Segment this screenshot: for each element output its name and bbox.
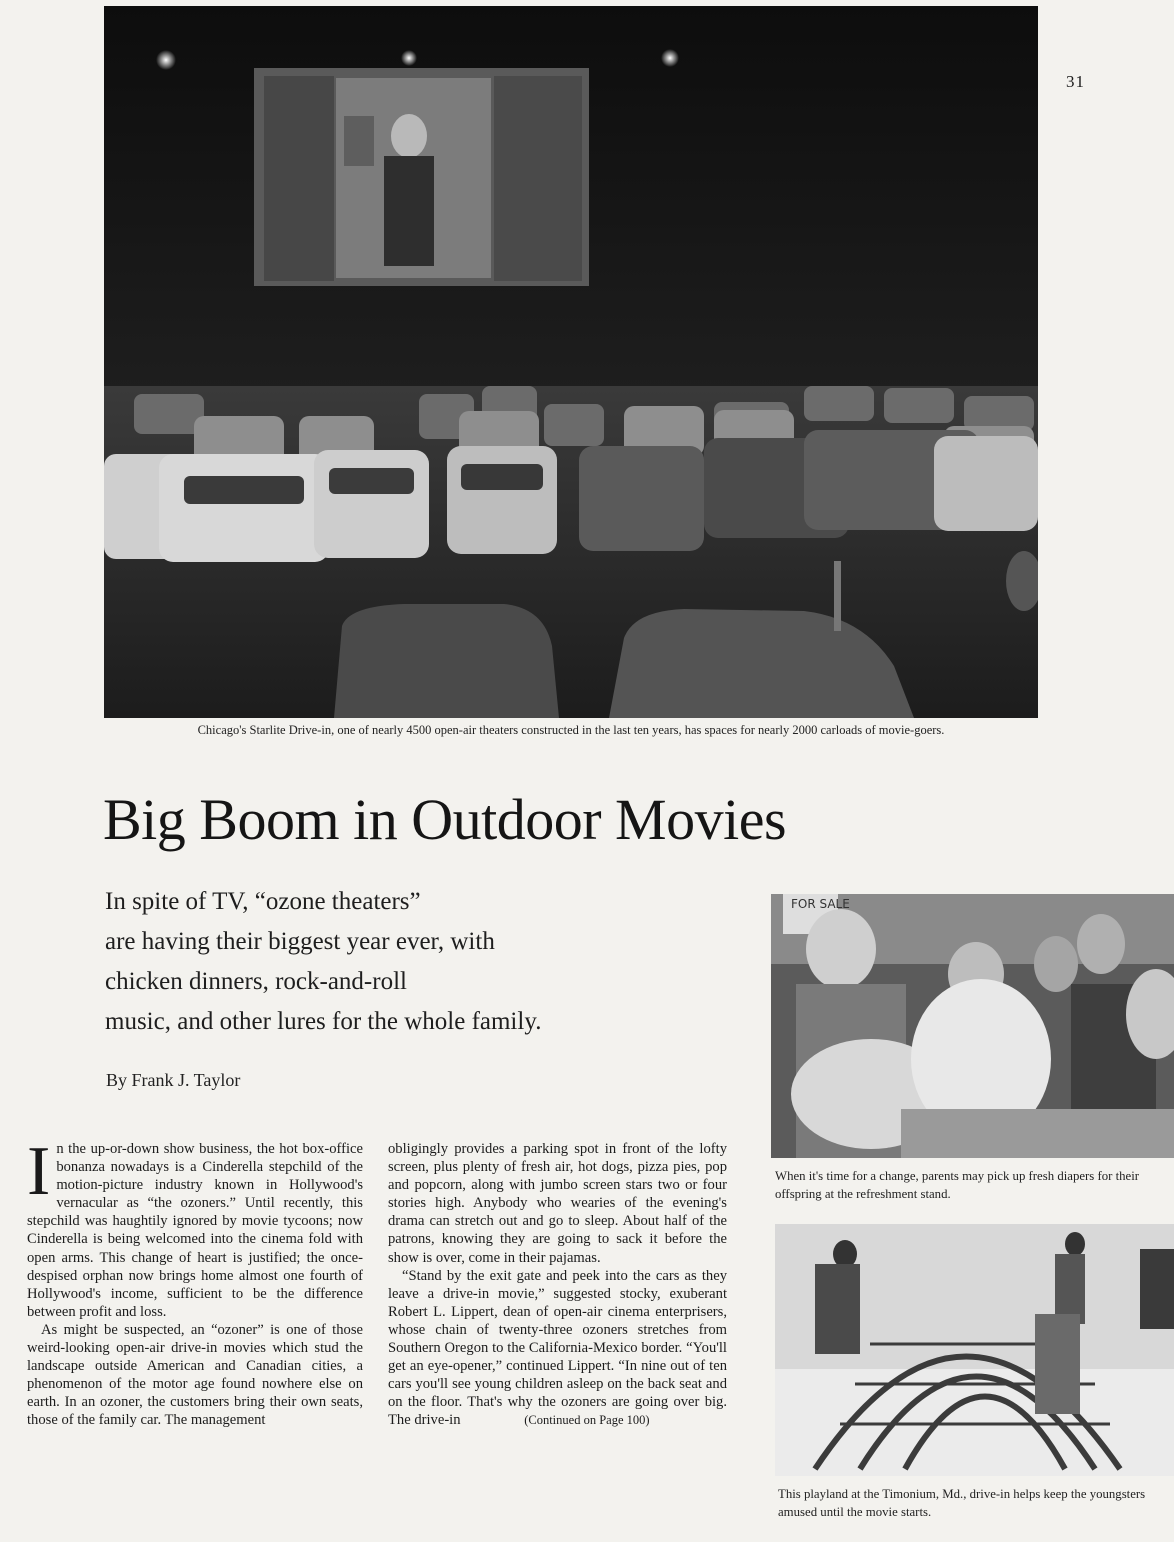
deck-line: chicken dinners, rock-and-roll: [105, 968, 407, 995]
article-headline: Big Boom in Outdoor Movies: [103, 787, 787, 852]
article-paragraph: [27, 1133, 363, 1321]
page-number: 31: [1066, 72, 1085, 91]
drive-in-photo: [104, 6, 1038, 718]
refreshment-stand-illustration: [771, 894, 1174, 1158]
article-paragraph: As might be suspected, an “ozoner” is one of those weird-looking open-air drive-in movies which stud the landscape outside American and Canadian cities, a phenomenon of the motor age found nowhere else on earth. In an ozoner, the customers bring their own seats, those of the family car. The management: [27, 1321, 363, 1429]
drop-cap: I: [27, 1133, 51, 1210]
paragraph-text: “Stand by the exit gate and peek into the cars as they leave a drive-in movie,” suggested stocky, exuberant Robert L. Lippert, dean of open-air cinema enterprisers, whose chain of twenty-three ozoners stretches from Southern Oregon to the California-Mexico border. “You'll get an eye-opener,” continued Lippert. “In nine out of ten cars you'll see young children asleep on the back seat and on the floor. That's why the ozoners are going over big. The drive-in: [388, 1267, 727, 1429]
refreshment-stand-caption: When it's time for a change, parents may pick up fresh diapers for their offspring at the refreshment stand.: [775, 1169, 1140, 1201]
article-paragraph: obligingly provides a parking spot in front of the lofty screen, plus plenty of fresh air, hot dogs, pizza pies, pop and popcorn, along with jumbo screen stars two or four stories high. Anybody who wearies of the evening's drama can stretch out and go to sleep. About half of the patrons, knowing they are going to sack it before the show is over, come in their pajamas.: [388, 1141, 727, 1266]
playland-photo: [775, 1224, 1174, 1476]
drive-in-photo-caption: Chicago's Starlite Drive-in, one of nearly 4500 open-air theaters constructed in the last ten years, has spaces for nearly 2000 carloads of movie-goers.: [197, 723, 945, 737]
byline: By Frank J. Taylor: [106, 1070, 241, 1090]
refreshment-stand-photo: [771, 894, 1174, 1158]
article-column-1: [27, 1133, 363, 1430]
article-paragraph: [388, 1267, 727, 1430]
article-deck: [105, 882, 665, 1042]
deck-line: music, and other lures for the whole family.: [105, 1008, 542, 1035]
article-column-2: [388, 1140, 727, 1430]
playland-illustration: [775, 1224, 1174, 1476]
drive-in-photo-illustration: [104, 6, 1038, 718]
deck-line: In spite of TV, “ozone theaters”: [105, 888, 421, 915]
playland-caption: This playland at the Timonium, Md., drive-in helps keep the youngsters amused until the movie starts.: [778, 1487, 1146, 1519]
continued-note: (Continued on Page 100): [524, 1413, 650, 1428]
for-sale-sign: FOR SALE: [791, 897, 850, 911]
deck-line: are having their biggest year ever, with: [105, 928, 495, 955]
paragraph-text: n the up-or-down show business, the hot box-office bonanza nowadays is a Cinderella stepchild of the motion-picture industry known in Hollywood's vernacular as “the ozoners.” Until recently, this stepchild was haughtily ignored by movie tycoons; now Cinderella is being welcomed into the cinema fold with open arms. This change of heart is justified; the once-despised orphan now brings home almost one fourth of Hollywood's income, sufficient to be the difference between profit and loss.: [27, 1141, 363, 1320]
